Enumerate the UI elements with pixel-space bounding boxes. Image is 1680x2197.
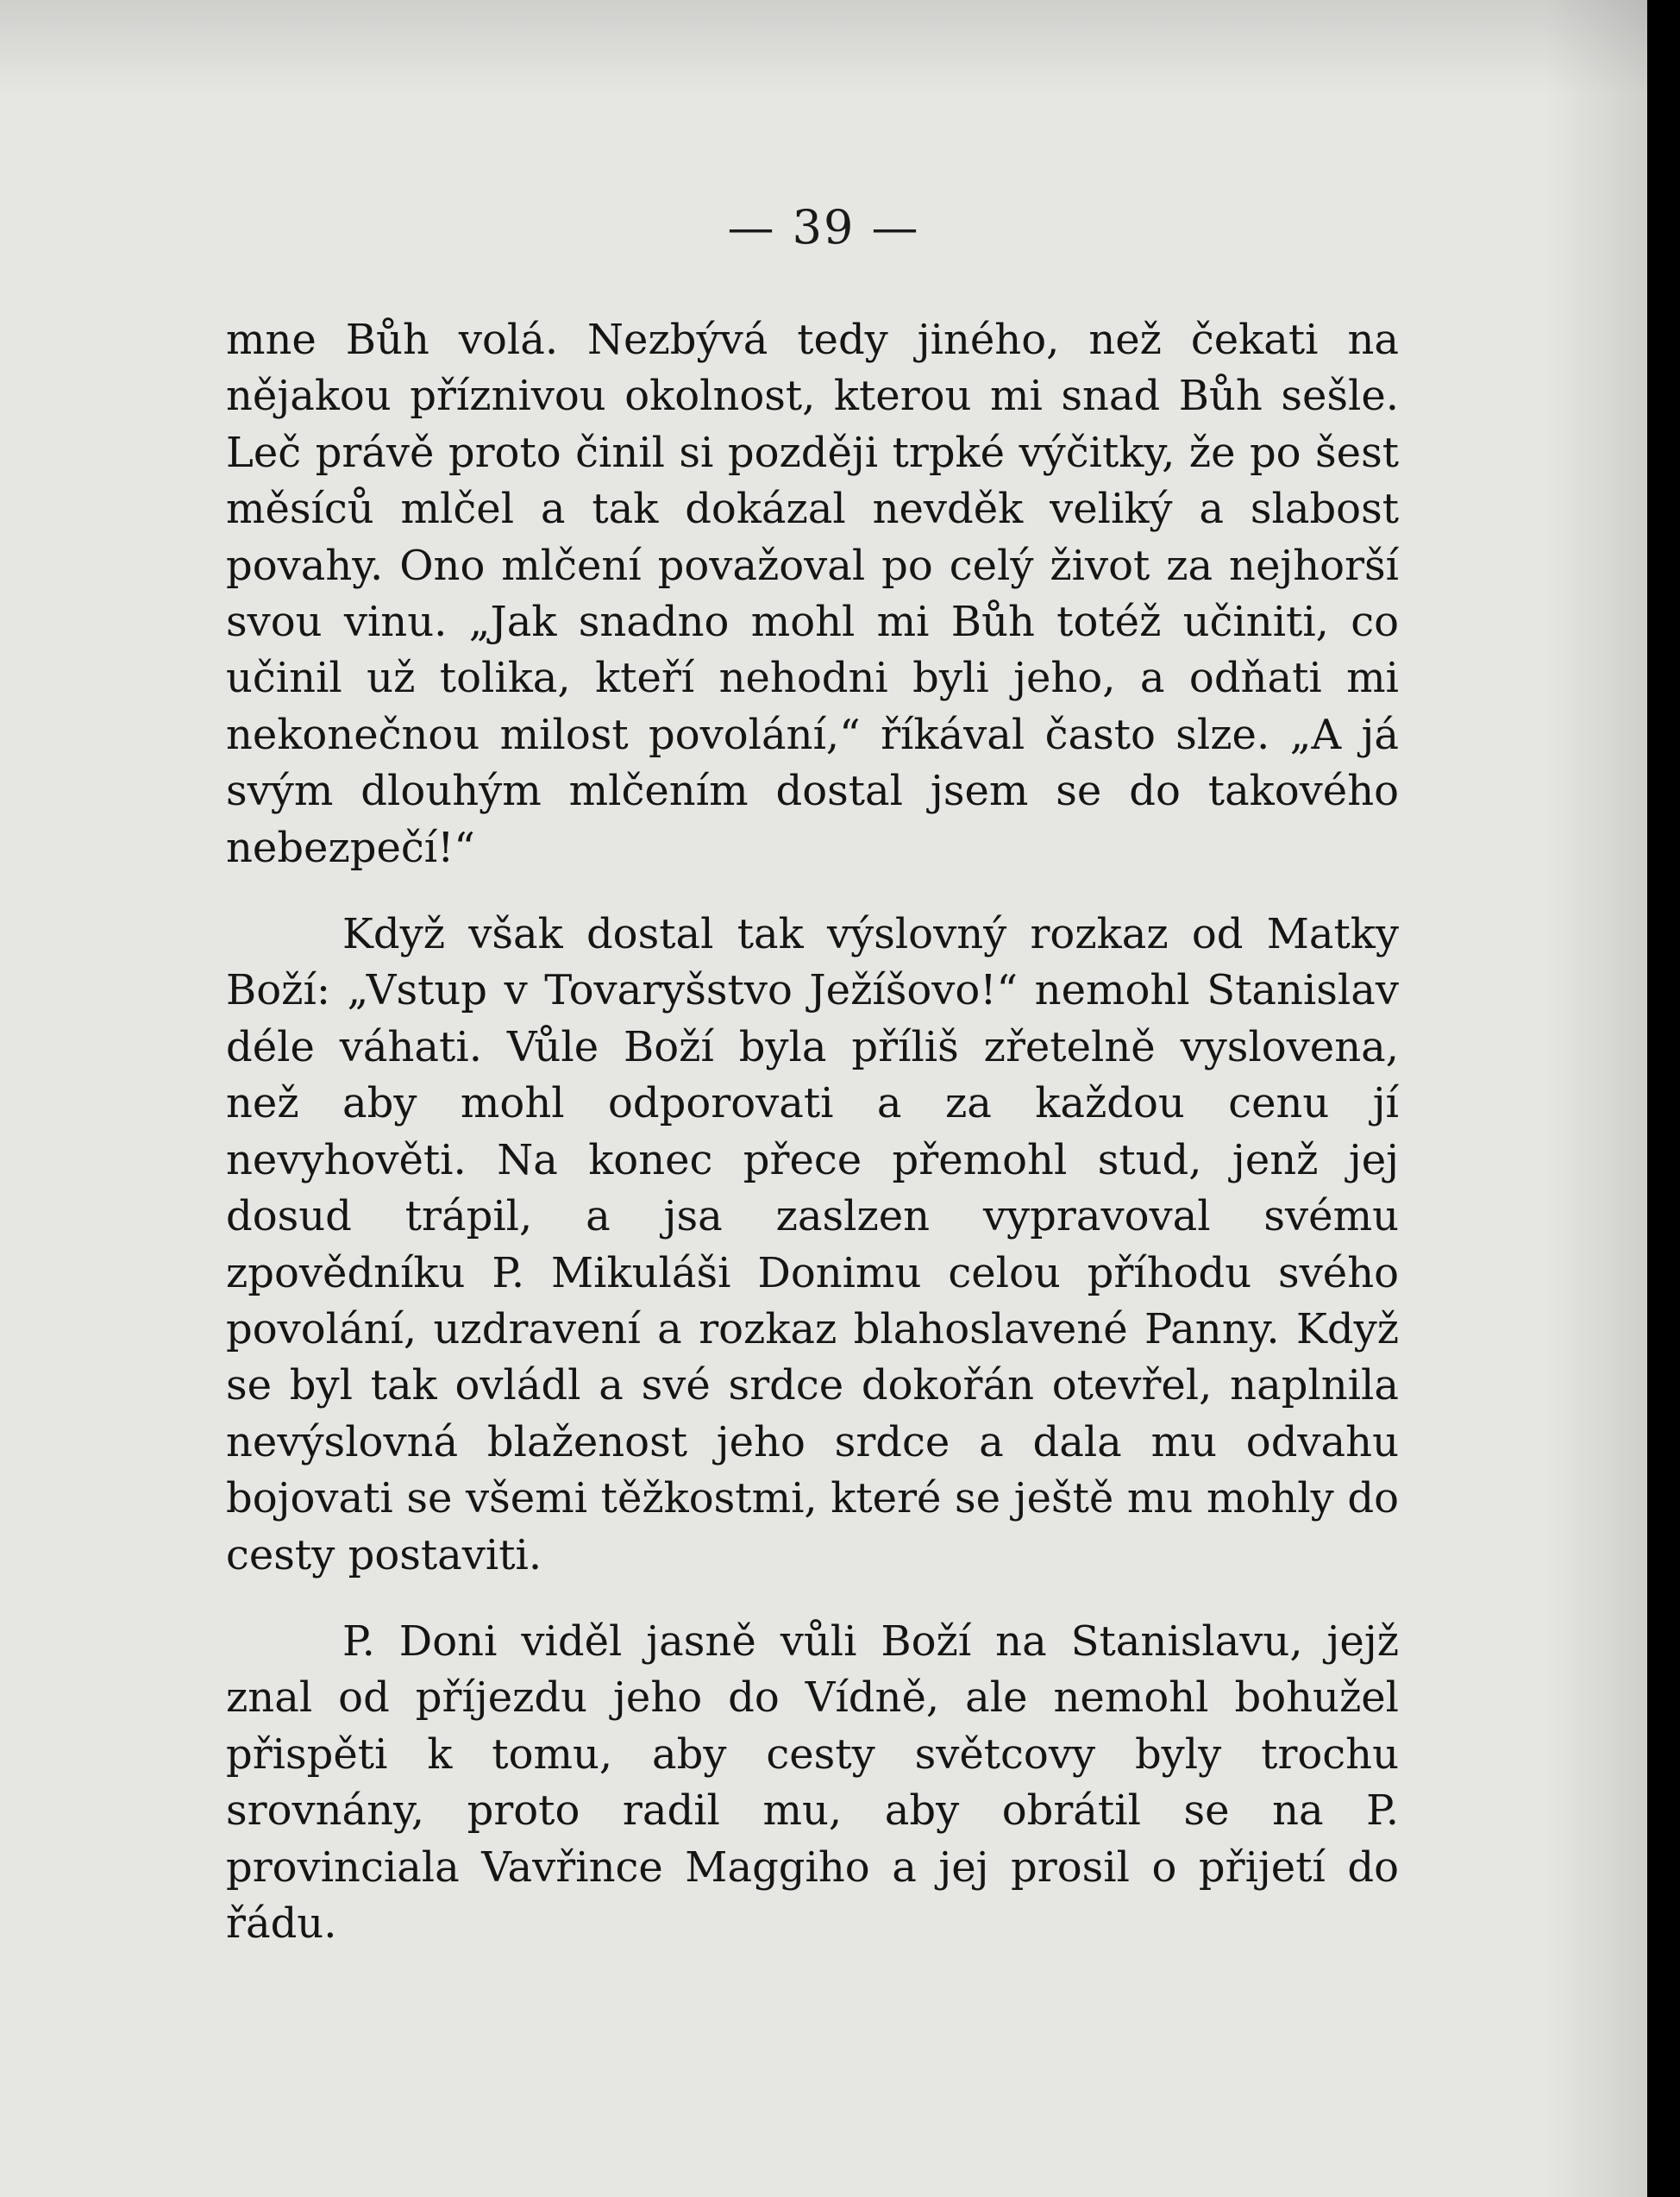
paragraph-2: Když však dostal tak výslovný rozkaz od Matky Boží: „Vstup v Tovaryšstvo Ježíšovo!“ nemohl Stanislav déle váhati. Vůle Boží byla příliš zřetelně vyslovena, než aby mohl odporovati a za každou cenu jí nevyhověti. Na konec přece přemohl stud, jenž jej dosud trápil, a jsa zaslzen vypravoval svému zpovědníku P. Mikuláši Donimu celou příhodu svého povolání, uzdravení a rozkaz blahoslavené Panny. Když se byl tak ovládl a své srdce dokořán otevřel, naplnila nevýslovná blaženost jeho srdce a dala mu odvahu bojovati se všemi těžkostmi, které se ještě mu mohly do cesty postaviti. [226, 910, 1399, 1579]
paragraph-3: P. Doni viděl jasně vůli Boží na Stanislavu, jejž znal od příjezdu jeho do Vídně, ale nemohl bohužel přispěti k tomu, aby cesty světcovy byly trochu srovnány, proto radil mu, aby obrátil se na P. provinciala Vavřince Maggiho a jej prosil o přijetí do řádu. [226, 1616, 1399, 1948]
text-block [226, 312, 1399, 1952]
edge-shadow [1544, 0, 1647, 2197]
paragraph-1: mne Bůh volá. Nezbývá tedy jiného, než čekati na nějakou příznivou okolnost, kterou mi snad Bůh sešle. Leč právě proto činil si později trpké výčitky, že po šest měsíců mlčel a tak dokázal nevděk veliký a slabost povahy. Ono mlčení považoval po celý život za nejhorší svou vinu. „Jak snadno mohl mi Bůh totéž učiniti, co učinil už tolika, kteří nehodni byli jeho, a odňati mi nekonečnou milost povolání,“ říkával často slze. „A já svým dlouhým mlčením dostal jsem se do takového nebezpečí!“ [226, 316, 1399, 872]
top-shadow [0, 0, 1647, 95]
page-number: — 39 — [727, 200, 920, 254]
